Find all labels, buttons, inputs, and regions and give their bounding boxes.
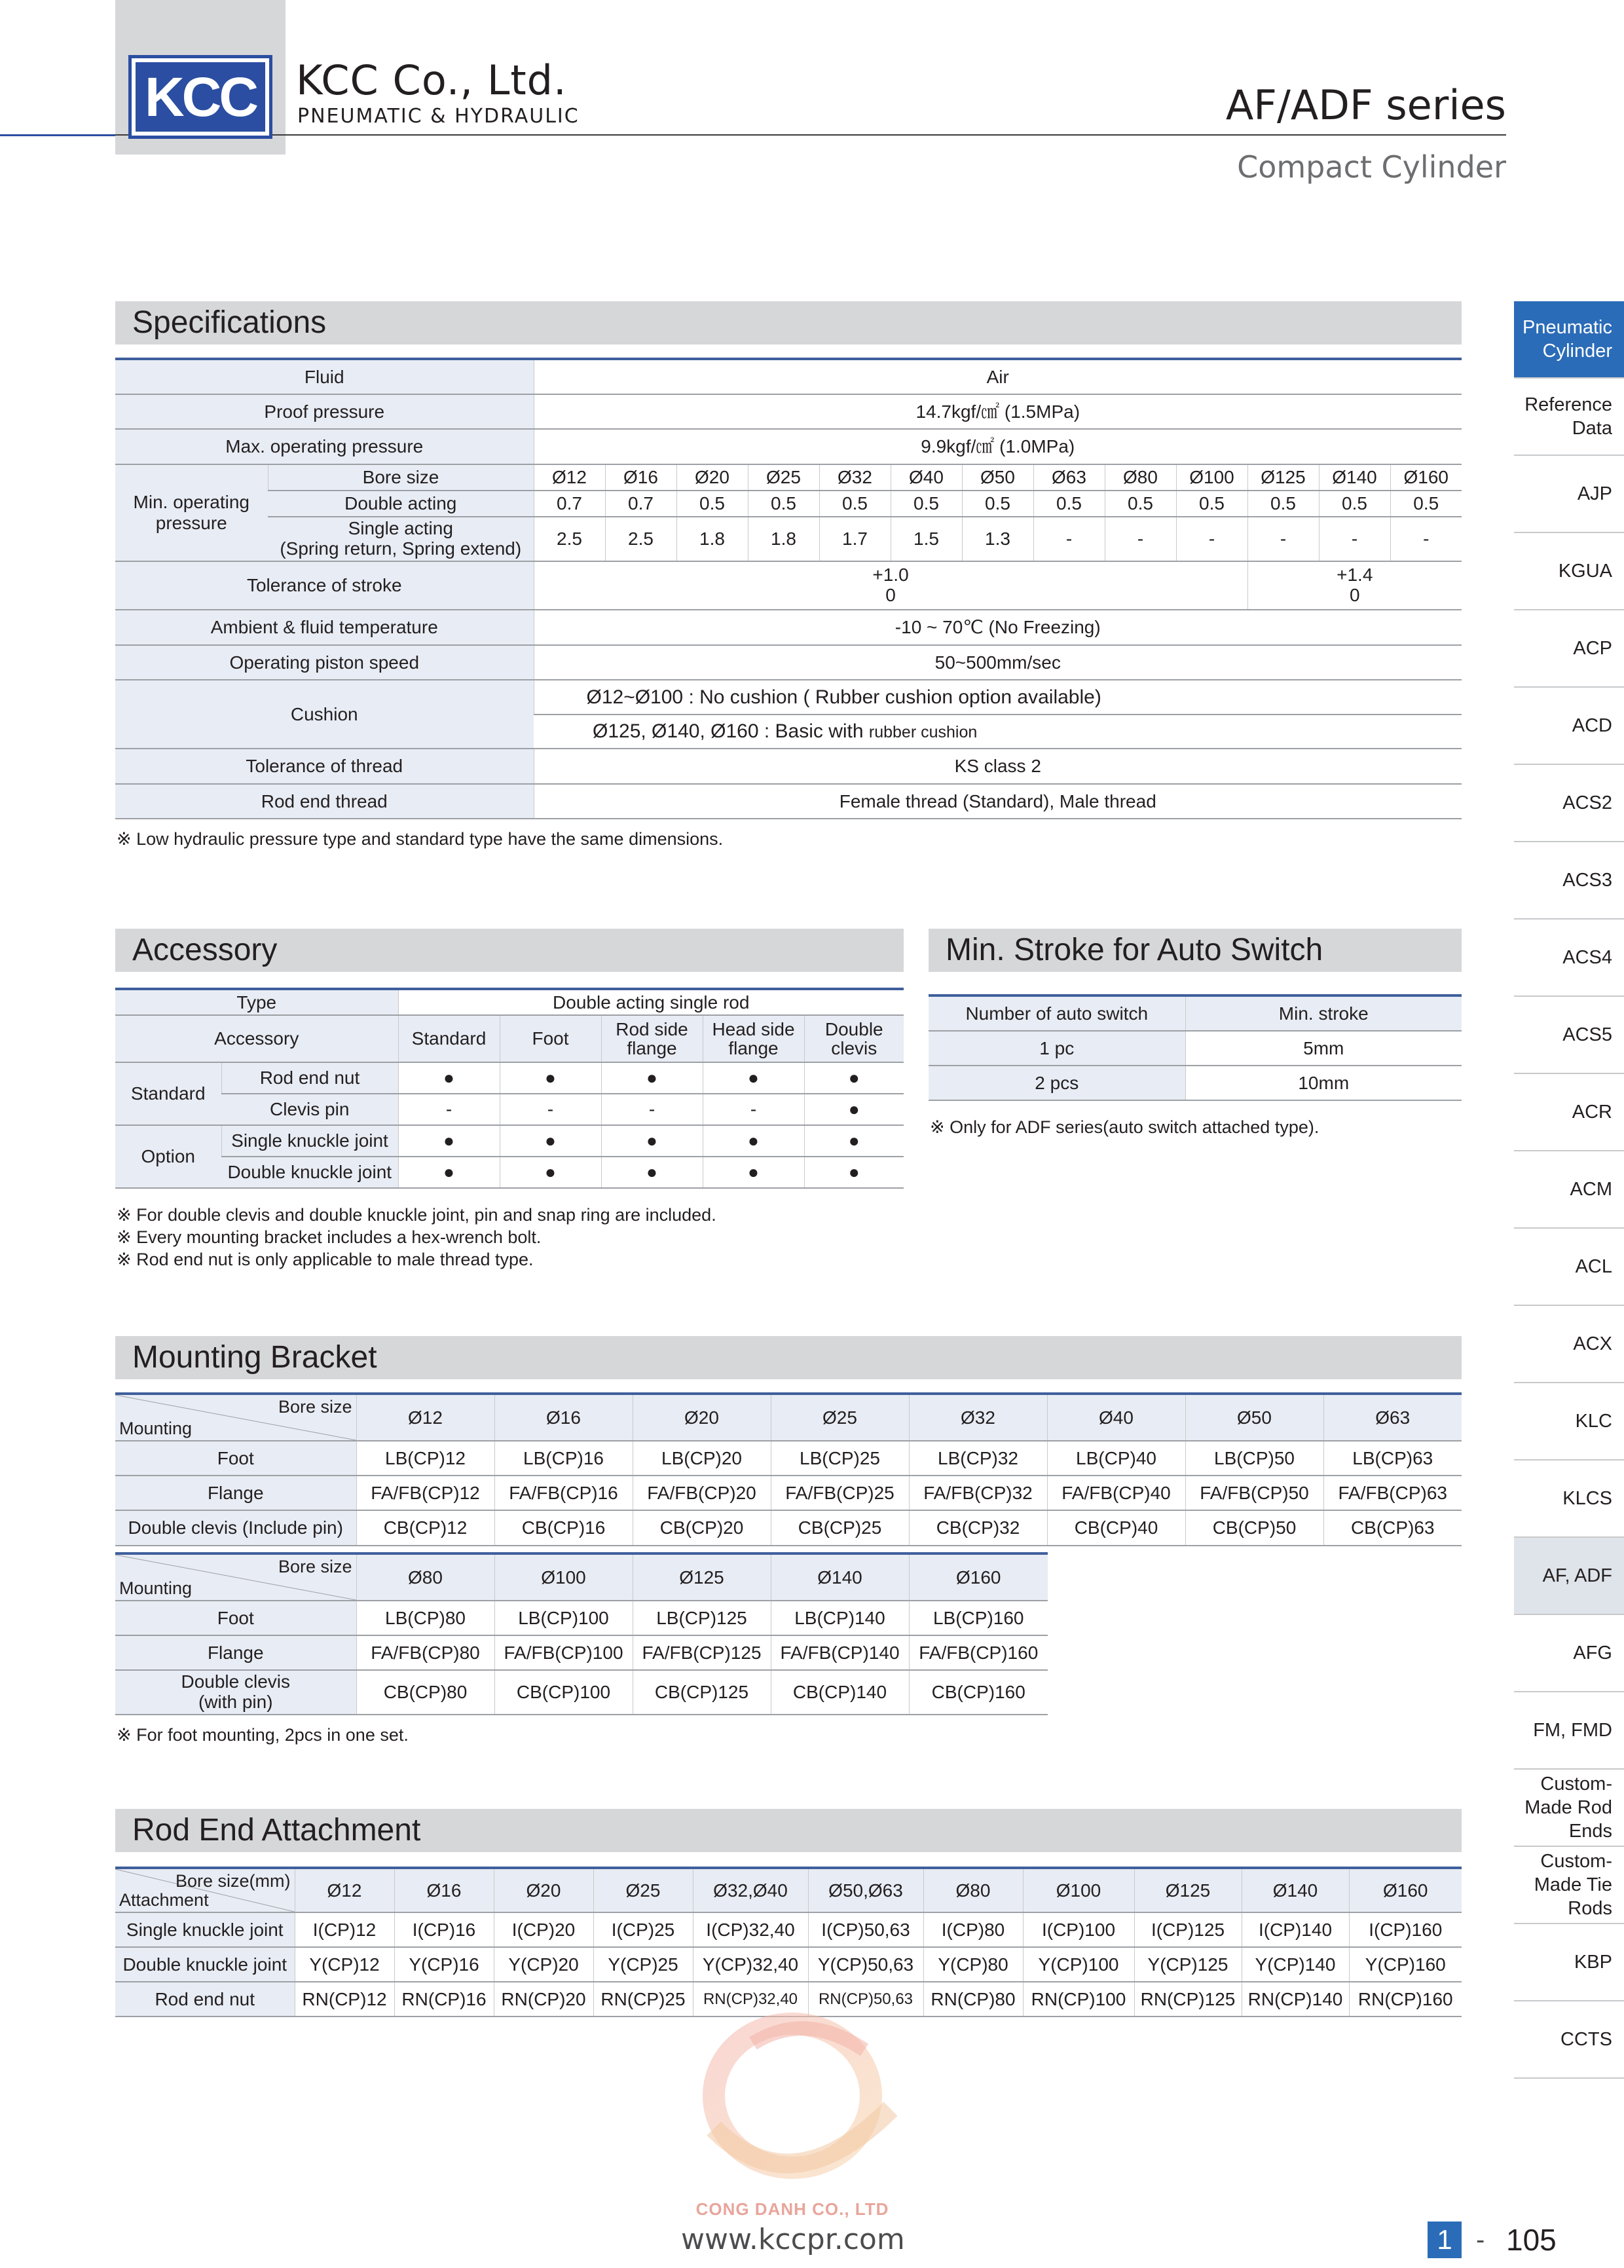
- single-acting-label: [268, 517, 534, 561]
- bore-2: Ø20: [676, 464, 748, 491]
- accessory-mark: ●: [601, 1157, 703, 1188]
- mount-row-label-line1: Double clevis: [181, 1671, 291, 1692]
- mount-bore-2: Ø20: [633, 1394, 771, 1441]
- accessory-mark: ●: [398, 1157, 500, 1188]
- bore-size-label: Bore size: [268, 464, 534, 491]
- accessory-notes: [117, 1204, 716, 1271]
- rod-end-part-code: I(CP)20: [494, 1912, 593, 1947]
- mount-part-code: LB(CP)80: [356, 1601, 494, 1635]
- rod-end-part-code: RN(CP)80: [923, 1982, 1023, 2017]
- side-tab-0[interactable]: Pneumatic Cylinder: [1514, 301, 1624, 379]
- cushion-label: Cushion: [115, 680, 534, 749]
- side-tab-19[interactable]: Custom-Made Rod Ends: [1514, 1770, 1624, 1847]
- kcc-logo: [128, 55, 272, 139]
- mount-part-code: FA/FB(CP)40: [1047, 1476, 1185, 1510]
- rod-end-part-code: I(CP)16: [394, 1912, 494, 1947]
- single-acting-2: 1.8: [676, 517, 748, 561]
- accessory-mark: ●: [601, 1062, 703, 1094]
- rod-end-part-code: RN(CP)140: [1242, 1982, 1349, 2017]
- mount-part-code: FA/FB(CP)160: [909, 1635, 1048, 1670]
- mount-bore-1: Ø100: [494, 1553, 633, 1601]
- accessory-mark: ●: [804, 1125, 904, 1157]
- mount-part-code: FA/FB(CP)80: [356, 1635, 494, 1670]
- single-acting-1: 2.5: [605, 517, 676, 561]
- rod-end-part-code: Y(CP)20: [494, 1947, 593, 1982]
- bore-1: Ø16: [605, 464, 676, 491]
- series-subtitle: Compact Cylinder: [1237, 149, 1506, 185]
- bore-3: Ø25: [748, 464, 819, 491]
- mount-bore-5: Ø40: [1047, 1394, 1185, 1441]
- rod-end-part-code: RN(CP)25: [593, 1982, 693, 2017]
- max-operating-pressure-label: Max. operating pressure: [115, 429, 534, 464]
- mount-part-code: LB(CP)20: [633, 1441, 771, 1476]
- mount-part-code: CB(CP)40: [1047, 1510, 1185, 1546]
- rod-end-part-code: I(CP)50,63: [808, 1912, 923, 1947]
- fluid-value: Air: [534, 359, 1462, 394]
- rod-end-bore-3: Ø25: [593, 1868, 693, 1912]
- tolerance-a-lower: 0: [885, 585, 896, 605]
- double-acting-4: 0.5: [819, 491, 891, 517]
- mount-part-code: CB(CP)100: [494, 1670, 633, 1715]
- mount-row-label: Flange: [115, 1635, 356, 1670]
- mount-part-code: CB(CP)63: [1323, 1510, 1462, 1546]
- mount-part-code: CB(CP)50: [1185, 1510, 1323, 1546]
- rod-end-attachment-title: Rod End Attachment: [115, 1809, 1462, 1852]
- rod-end-bore-5: Ø50,Ø63: [808, 1868, 923, 1912]
- mount-row-label: Flange: [115, 1476, 356, 1510]
- attachment-corner: Attachment: [119, 1889, 209, 1910]
- double-acting-5: 0.5: [891, 491, 962, 517]
- rod-end-part-code: Y(CP)25: [593, 1947, 693, 1982]
- side-tab-10[interactable]: ACR: [1514, 1074, 1624, 1151]
- mount-row-label-line2: (with pin): [198, 1692, 273, 1712]
- mount-bore-2: Ø125: [633, 1553, 771, 1601]
- min-operating-pressure-label: Min. operating pressure: [115, 464, 268, 561]
- single-acting-5: 1.5: [891, 517, 962, 561]
- side-tab-7[interactable]: ACS3: [1514, 842, 1624, 920]
- mounting-diagonal-header: [115, 1394, 356, 1441]
- side-tab-13[interactable]: ACX: [1514, 1306, 1624, 1383]
- side-tab-22[interactable]: CCTS: [1514, 2001, 1624, 2079]
- rod-end-part-code: RN(CP)20: [494, 1982, 593, 2017]
- page-number: 105: [1506, 2223, 1557, 2257]
- cushion-line-1: Ø12~Ø100 : No cushion ( Rubber cushion option available): [534, 680, 1462, 715]
- rod-end-part-code: Y(CP)140: [1242, 1947, 1349, 1982]
- mount-part-code: CB(CP)32: [909, 1510, 1047, 1546]
- accessory-mark: ●: [804, 1094, 904, 1125]
- rod-end-row-label: Single knuckle joint: [115, 1912, 295, 1947]
- side-tab-4[interactable]: ACP: [1514, 610, 1624, 688]
- series-title: AF/ADF series: [1225, 81, 1506, 129]
- mount-part-code: LB(CP)25: [771, 1441, 909, 1476]
- accessory-mark: ●: [703, 1062, 804, 1094]
- accessory-item: Double knuckle joint: [221, 1157, 398, 1188]
- rod-end-row-label: Rod end nut: [115, 1982, 295, 2017]
- double-acting-2: 0.5: [676, 491, 748, 517]
- proof-pressure-value: 14.7kgf/㎠ (1.5MPa): [534, 394, 1462, 429]
- rod-end-bore-7: Ø100: [1023, 1868, 1134, 1912]
- accessory-item: Rod end nut: [221, 1062, 398, 1094]
- mount-part-code: LB(CP)100: [494, 1601, 633, 1635]
- rod-end-part-code: RN(CP)50,63: [808, 1982, 923, 2017]
- double-acting-label: Double acting: [268, 491, 534, 517]
- bore-11: Ø140: [1319, 464, 1390, 491]
- accessory-note-2: ※ Rod end nut is only applicable to male thread type.: [117, 1250, 534, 1269]
- mount-bore-3: Ø140: [771, 1553, 909, 1601]
- ambient-temperature-label: Ambient & fluid temperature: [115, 610, 534, 645]
- side-tab-21[interactable]: KBP: [1514, 1924, 1624, 2001]
- min-stroke-value: 5mm: [1185, 1031, 1462, 1066]
- rod-end-part-code: Y(CP)125: [1134, 1947, 1242, 1982]
- double-acting-6: 0.5: [962, 491, 1033, 517]
- double-acting-11: 0.5: [1319, 491, 1390, 517]
- accessory-mark: -: [703, 1094, 804, 1125]
- side-tab-1[interactable]: Reference Data: [1514, 379, 1624, 456]
- attachment-diagonal-header: [115, 1868, 295, 1912]
- bore-6: Ø50: [962, 464, 1033, 491]
- side-tab-16[interactable]: AF, ADF: [1514, 1538, 1624, 1615]
- mount-part-code: LB(CP)16: [494, 1441, 633, 1476]
- mount-bore-4: Ø160: [909, 1553, 1048, 1601]
- ambient-temperature-value: -10 ~ 70℃ (No Freezing): [534, 610, 1462, 645]
- mount-part-code: CB(CP)12: [356, 1510, 494, 1546]
- rod-end-bore-1: Ø16: [394, 1868, 494, 1912]
- rod-end-part-code: I(CP)25: [593, 1912, 693, 1947]
- mounting-bracket-table-1: [115, 1392, 1462, 1546]
- tolerance-b-upper: +1.4: [1337, 565, 1373, 586]
- accessory-mark: ●: [804, 1157, 904, 1188]
- accessory-mark: -: [500, 1094, 601, 1125]
- bore-size-corner: Bore size: [278, 1557, 352, 1576]
- rod-end-part-code: I(CP)100: [1023, 1912, 1134, 1947]
- auto-switch-count-header: Number of auto switch: [929, 995, 1185, 1031]
- accessory-group-0: Standard: [115, 1062, 221, 1125]
- rod-end-part-code: Y(CP)80: [923, 1947, 1023, 1982]
- mount-row-label: Foot: [115, 1601, 356, 1635]
- thread-tolerance-label: Tolerance of thread: [115, 749, 534, 784]
- logo-text: KCC: [145, 65, 256, 128]
- accessory-group-1: Option: [115, 1125, 221, 1188]
- bore-size-corner: Bore size(mm): [175, 1871, 291, 1891]
- auto-switch-count: 1 pc: [929, 1031, 1185, 1066]
- side-tab-5[interactable]: ACD: [1514, 688, 1624, 765]
- bore-12: Ø160: [1390, 464, 1462, 491]
- mount-part-code: LB(CP)40: [1047, 1441, 1185, 1476]
- bore-5: Ø40: [891, 464, 962, 491]
- proof-pressure-label: Proof pressure: [115, 394, 534, 429]
- mount-row-label: Double clevis (Include pin): [115, 1510, 356, 1546]
- rod-end-part-code: RN(CP)125: [1134, 1982, 1242, 2017]
- company-subtitle: PNEUMATIC & HYDRAULIC: [297, 105, 580, 128]
- min-stroke-table: [929, 994, 1462, 1101]
- cushion-line-2: [534, 715, 1462, 749]
- double-acting-7: 0.5: [1033, 491, 1105, 517]
- side-tab-11[interactable]: ACM: [1514, 1151, 1624, 1229]
- type-value: Double acting single rod: [398, 989, 904, 1015]
- accessory-item: Single knuckle joint: [221, 1125, 398, 1157]
- page-separator: -: [1476, 2225, 1485, 2254]
- mount-part-code: CB(CP)16: [494, 1510, 633, 1546]
- rod-end-row-label: Double knuckle joint: [115, 1947, 295, 1982]
- rod-end-part-code: Y(CP)32,40: [693, 1947, 808, 1982]
- rod-end-part-code: I(CP)160: [1349, 1912, 1462, 1947]
- rod-end-bore-6: Ø80: [923, 1868, 1023, 1912]
- mount-bore-3: Ø25: [771, 1394, 909, 1441]
- max-operating-pressure-value: 9.9kgf/㎠ (1.0MPa): [534, 429, 1462, 464]
- auto-switch-count: 2 pcs: [929, 1066, 1185, 1100]
- cushion-line-2-tail: rubber cushion: [868, 723, 978, 742]
- mount-part-code: FA/FB(CP)125: [633, 1635, 771, 1670]
- bore-0: Ø12: [534, 464, 605, 491]
- side-tab-17[interactable]: AFG: [1514, 1615, 1624, 1692]
- single-acting-7: -: [1033, 517, 1105, 561]
- mount-part-code: FA/FB(CP)63: [1323, 1476, 1462, 1510]
- mount-row-label: [115, 1670, 356, 1715]
- rod-end-part-code: RN(CP)160: [1349, 1982, 1462, 2017]
- cushion-line-2-main: Ø125, Ø140, Ø160 : Basic with: [593, 720, 869, 743]
- tolerance-of-stroke-label: Tolerance of stroke: [115, 561, 534, 610]
- side-tab-3[interactable]: KGUA: [1514, 533, 1624, 610]
- accessory-mark: ●: [500, 1157, 601, 1188]
- piston-speed-label: Operating piston speed: [115, 645, 534, 680]
- rod-end-part-code: Y(CP)50,63: [808, 1947, 923, 1982]
- rod-end-part-code: RN(CP)12: [295, 1982, 394, 2017]
- bore-9: Ø100: [1176, 464, 1247, 491]
- side-tab-14[interactable]: KLC: [1514, 1383, 1624, 1460]
- mount-part-code: CB(CP)20: [633, 1510, 771, 1546]
- double-acting-12: 0.5: [1390, 491, 1462, 517]
- accessory-mark: ●: [601, 1125, 703, 1157]
- rod-end-part-code: Y(CP)12: [295, 1947, 394, 1982]
- mount-part-code: LB(CP)140: [771, 1601, 909, 1635]
- piston-speed-value: 50~500mm/sec: [534, 645, 1462, 680]
- accessory-mark: ●: [398, 1062, 500, 1094]
- specifications-note: ※ Low hydraulic pressure type and standard type have the same dimensions.: [117, 829, 724, 849]
- side-tab-8[interactable]: ACS4: [1514, 920, 1624, 997]
- rod-end-part-code: I(CP)80: [923, 1912, 1023, 1947]
- rod-end-part-code: Y(CP)100: [1023, 1947, 1134, 1982]
- mount-bore-0: Ø80: [356, 1553, 494, 1601]
- rod-end-part-code: RN(CP)32,40: [693, 1982, 808, 2017]
- mount-part-code: FA/FB(CP)140: [771, 1635, 909, 1670]
- double-acting-1: 0.7: [605, 491, 676, 517]
- mount-part-code: FA/FB(CP)25: [771, 1476, 909, 1510]
- thread-tolerance-value: KS class 2: [534, 749, 1462, 784]
- mount-bore-4: Ø32: [909, 1394, 1047, 1441]
- accessory-mark: -: [398, 1094, 500, 1125]
- mount-part-code: LB(CP)12: [356, 1441, 494, 1476]
- min-stroke-note: ※ Only for ADF series(auto switch attached type).: [930, 1117, 1320, 1137]
- mount-part-code: LB(CP)32: [909, 1441, 1047, 1476]
- accessory-col-0: Standard: [398, 1015, 500, 1062]
- rod-end-part-code: I(CP)125: [1134, 1912, 1242, 1947]
- mount-part-code: FA/FB(CP)16: [494, 1476, 633, 1510]
- accessory-mark: ●: [398, 1125, 500, 1157]
- mounting-corner: Mounting: [119, 1578, 193, 1598]
- rod-end-part-code: I(CP)140: [1242, 1912, 1349, 1947]
- chapter-badge: 1: [1428, 2222, 1462, 2258]
- bore-7: Ø63: [1033, 464, 1105, 491]
- mount-bore-1: Ø16: [494, 1394, 633, 1441]
- accessory-table: [115, 988, 904, 1189]
- mounting-bracket-table-2: [115, 1552, 1048, 1715]
- bore-size-corner: Bore size: [278, 1397, 352, 1417]
- accessory-note-0: ※ For double clevis and double knuckle joint, pin and snap ring are included.: [117, 1205, 716, 1225]
- rod-end-thread-value: Female thread (Standard), Male thread: [534, 784, 1462, 819]
- accessory-label: Accessory: [115, 1015, 398, 1062]
- watermark-logo-icon: [674, 1998, 910, 2214]
- single-acting-label-line2: (Spring return, Spring extend): [280, 538, 522, 559]
- single-acting-12: -: [1390, 517, 1462, 561]
- specifications-title: Specifications: [115, 301, 1462, 344]
- side-tab-6[interactable]: ACS2: [1514, 765, 1624, 842]
- tolerance-b-lower: 0: [1349, 585, 1360, 605]
- single-acting-3: 1.8: [748, 517, 819, 561]
- rod-end-part-code: Y(CP)160: [1349, 1947, 1462, 1982]
- mount-part-code: LB(CP)160: [909, 1601, 1048, 1635]
- accessory-mark: ●: [703, 1125, 804, 1157]
- double-acting-3: 0.5: [748, 491, 819, 517]
- bore-4: Ø32: [819, 464, 891, 491]
- mount-bore-6: Ø50: [1185, 1394, 1323, 1441]
- side-tab-12[interactable]: ACL: [1514, 1229, 1624, 1306]
- rod-end-part-code: RN(CP)100: [1023, 1982, 1134, 2017]
- specifications-table: [115, 358, 1462, 819]
- accessory-mark: -: [601, 1094, 703, 1125]
- mount-part-code: CB(CP)80: [356, 1670, 494, 1715]
- mount-row-label: Foot: [115, 1441, 356, 1476]
- min-stroke-header: Min. stroke: [1185, 995, 1462, 1031]
- side-tab-15[interactable]: KLCS: [1514, 1460, 1624, 1538]
- company-name: KCC Co., Ltd.: [296, 56, 567, 104]
- mounting-note: ※ For foot mounting, 2pcs in one set.: [117, 1725, 409, 1745]
- tolerance-stroke-large-bores: [1247, 561, 1462, 610]
- mount-part-code: CB(CP)140: [771, 1670, 909, 1715]
- fluid-label: Fluid: [115, 359, 534, 394]
- mount-part-code: FA/FB(CP)20: [633, 1476, 771, 1510]
- accessory-title: Accessory: [115, 929, 904, 972]
- watermark-text: CONG DANH CO., LTD: [695, 2199, 889, 2219]
- side-tab-20[interactable]: Custom-Made Tie Rods: [1514, 1847, 1624, 1924]
- mounting-corner: Mounting: [119, 1418, 193, 1438]
- single-acting-9: -: [1176, 517, 1247, 561]
- rod-end-attachment-table: [115, 1867, 1462, 2017]
- rod-end-part-code: I(CP)12: [295, 1912, 394, 1947]
- accessory-mark: ●: [804, 1062, 904, 1094]
- rod-end-bore-4: Ø32,Ø40: [693, 1868, 808, 1912]
- mounting-diagonal-header-2: [115, 1553, 356, 1601]
- accessory-col-4: Double clevis: [804, 1015, 904, 1062]
- mount-part-code: FA/FB(CP)12: [356, 1476, 494, 1510]
- mount-part-code: FA/FB(CP)100: [494, 1635, 633, 1670]
- bore-8: Ø80: [1105, 464, 1176, 491]
- rod-end-bore-9: Ø140: [1242, 1868, 1349, 1912]
- rod-end-bore-8: Ø125: [1134, 1868, 1242, 1912]
- accessory-mark: ●: [500, 1062, 601, 1094]
- accessory-item: Clevis pin: [221, 1094, 398, 1125]
- double-acting-0: 0.7: [534, 491, 605, 517]
- accessory-col-1: Foot: [500, 1015, 601, 1062]
- side-tab-18[interactable]: FM, FMD: [1514, 1692, 1624, 1770]
- mount-part-code: LB(CP)50: [1185, 1441, 1323, 1476]
- side-tab-2[interactable]: AJP: [1514, 456, 1624, 533]
- rod-end-bore-0: Ø12: [295, 1868, 394, 1912]
- rod-end-part-code: Y(CP)16: [394, 1947, 494, 1982]
- mount-part-code: FA/FB(CP)32: [909, 1476, 1047, 1510]
- mount-part-code: FA/FB(CP)50: [1185, 1476, 1323, 1510]
- min-stroke-title: Min. Stroke for Auto Switch: [929, 929, 1462, 972]
- single-acting-10: -: [1247, 517, 1319, 561]
- side-tabs: [1514, 301, 1624, 2079]
- mounting-bracket-title: Mounting Bracket: [115, 1336, 1462, 1379]
- accessory-mark: ●: [703, 1157, 804, 1188]
- website-link[interactable]: www.kccpr.com: [681, 2223, 905, 2256]
- tolerance-stroke-small-bores: [534, 561, 1247, 610]
- rod-end-part-code: I(CP)32,40: [693, 1912, 808, 1947]
- mount-part-code: LB(CP)63: [1323, 1441, 1462, 1476]
- accessory-mark: ●: [500, 1125, 601, 1157]
- min-stroke-value: 10mm: [1185, 1066, 1462, 1100]
- double-acting-8: 0.5: [1105, 491, 1176, 517]
- rod-end-bore-2: Ø20: [494, 1868, 593, 1912]
- bore-10: Ø125: [1247, 464, 1319, 491]
- double-acting-10: 0.5: [1247, 491, 1319, 517]
- rod-end-thread-label: Rod end thread: [115, 784, 534, 819]
- mount-part-code: LB(CP)125: [633, 1601, 771, 1635]
- side-tab-9[interactable]: ACS5: [1514, 997, 1624, 1074]
- accessory-note-1: ※ Every mounting bracket includes a hex-wrench bolt.: [117, 1227, 542, 1247]
- mount-part-code: CB(CP)25: [771, 1510, 909, 1546]
- header-divider-accent: [0, 134, 115, 136]
- rod-end-bore-10: Ø160: [1349, 1868, 1462, 1912]
- rod-end-part-code: RN(CP)16: [394, 1982, 494, 2017]
- single-acting-4: 1.7: [819, 517, 891, 561]
- mount-bore-7: Ø63: [1323, 1394, 1462, 1441]
- single-acting-11: -: [1319, 517, 1390, 561]
- mount-part-code: CB(CP)160: [909, 1670, 1048, 1715]
- single-acting-0: 2.5: [534, 517, 605, 561]
- type-label: Type: [115, 989, 398, 1015]
- tolerance-a-upper: +1.0: [872, 565, 909, 586]
- accessory-col-2: Rod side flange: [601, 1015, 703, 1062]
- single-acting-label-line1: Single acting: [348, 518, 453, 539]
- mount-bore-0: Ø12: [356, 1394, 494, 1441]
- single-acting-6: 1.3: [962, 517, 1033, 561]
- mount-part-code: CB(CP)125: [633, 1670, 771, 1715]
- accessory-col-3: Head side flange: [703, 1015, 804, 1062]
- double-acting-9: 0.5: [1176, 491, 1247, 517]
- single-acting-8: -: [1105, 517, 1176, 561]
